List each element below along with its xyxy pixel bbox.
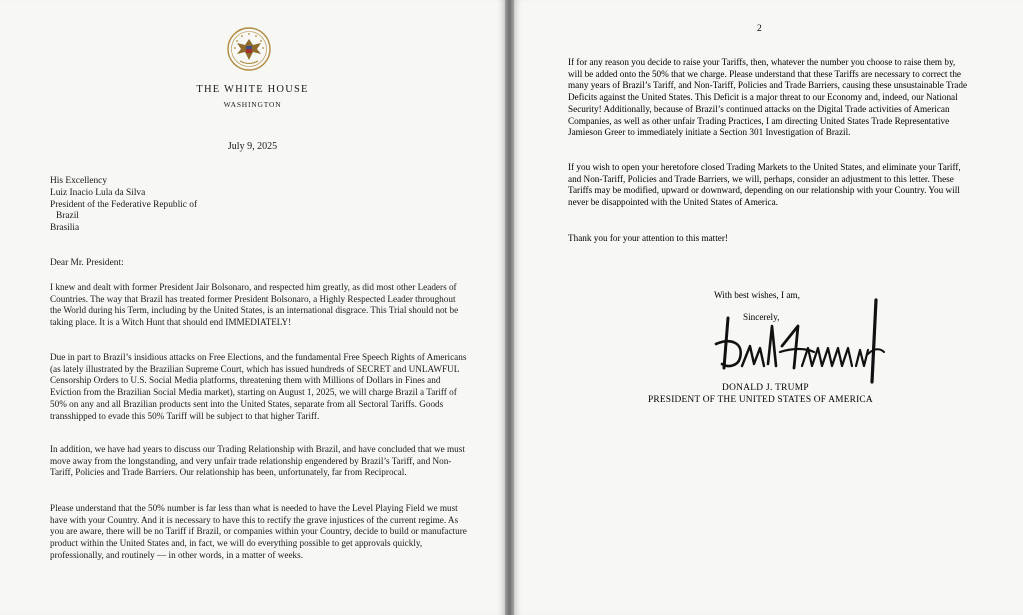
paragraph: I knew and dealt with former President Jair Bolsonaro, and respected him greatly, as did most other Leaders of Countries. The way that Brazil has treated former President Bolsonaro, a Highly Respected Leader throughout the World during his Term, including by the United States, is an international disgrace. This Trial should not be taking place. It is a Witch Hunt that should end IMMEDIATELY!: [50, 282, 459, 328]
paragraph: In addition, we have had years to discuss our Trading Relationship with Brazil, and have concluded that we must move away from the longstanding, and very unfair trade relationship engendered by Brazil’s Tariff, and Non-Tariff, Policies and Trade Barriers. Our relationship has been, unfortunately, far from Reciprocal.: [50, 444, 465, 478]
sincerely-line: Sincerely,: [743, 312, 780, 322]
handwritten-signature: [710, 296, 890, 391]
paragraph: Thank you for your attention to this matter!: [568, 233, 728, 243]
presidential-seal-icon: [227, 27, 271, 71]
letterhead-title: THE WHITE HOUSE: [196, 84, 309, 95]
paragraph: Please understand that the 50% number is far less than what is needed to have the Level Playing Field we must have with your Country. And it is necessary to have this to rectify the grave injustices of the current regime. As you are aware, there will be no Tariff if Brazil, or companies within your Country, decide to build or manufacture product within the United States and, in fact, we will do everything possible to get approvals quickly, professionally, and routinely — in other words, in a matter of weeks.: [50, 503, 467, 560]
recipient-address: [50, 176, 197, 235]
letter-date: July 9, 2025: [227, 141, 278, 152]
paragraph: If you wish to open your heretofore closed Trading Markets to the United States, and eliminate your Tariff, and Non-Tariff, Policies and Trade Barriers, we will, perhaps, consider an adjustment to this letter. These Tariffs may be modified, upward or downward, depending on our relationship with your Country. You will never be disappointed with the United States of America.: [568, 162, 961, 208]
salutation: Dear Mr. President:: [50, 258, 124, 268]
recipient-line: His Excellency: [50, 176, 108, 186]
page-number: 2: [757, 24, 762, 34]
recipient-line: Brasilia: [50, 223, 80, 234]
book-gutter: [505, 0, 514, 615]
letterhead-subtitle: WASHINGTON: [223, 100, 282, 109]
signer-title: PRESIDENT OF THE UNITED STATES OF AMERICA: [648, 395, 873, 405]
recipient-line: Brazil: [56, 211, 79, 222]
recipient-line: President of the Federative Republic of: [50, 199, 198, 210]
letter-page-1: [0, 0, 505, 615]
signer-name: DONALD J. TRUMP: [722, 383, 809, 393]
closing-line: With best wishes, I am,: [714, 290, 800, 300]
paragraph: Due in part to Brazil’s insidious attacks on Free Elections, and the fundamental Free Speech Rights of Americans (as lately illustrated by the Brazilian Supreme Court, which has issued hundreds of SECRET and UNLAWFUL Censorship Orders to U.S. Social Media platforms, threatening them with Millions of Dollars in Fines and Eviction from the Brazilian Social Media market), starting on August 1, 2025, we will charge Brazil a Tariff of 50% on any and all Brazilian products sent into the United States, separate from all Sectoral Tariffs. Goods transshipped to evade this 50% Tariff will be subject to that higher Tariff.: [50, 352, 467, 421]
recipient-line: Luiz Inacio Lula da Silva: [50, 187, 146, 198]
paragraph: If for any reason you decide to raise your Tariffs, then, whatever the number you choose to raise them by, will be added onto the 50% that we charge. Please understand that these Tariffs are necessary to correct the many years of Brazil’s Tariff, and Non-Tariff, Policies and Trade Barriers, causing these unsustainable Trade Deficits against the United States. This Deficit is a major threat to our Economy and, indeed, our National Security! Additionally, because of Brazil’s continued attacks on the Digital Trade activities of American Companies, as well as other unfair Trading Practices, I am directing United States Trade Representative Jamieson Greer to immediately initiate a Section 301 Investigation of Brazil.: [568, 57, 968, 138]
